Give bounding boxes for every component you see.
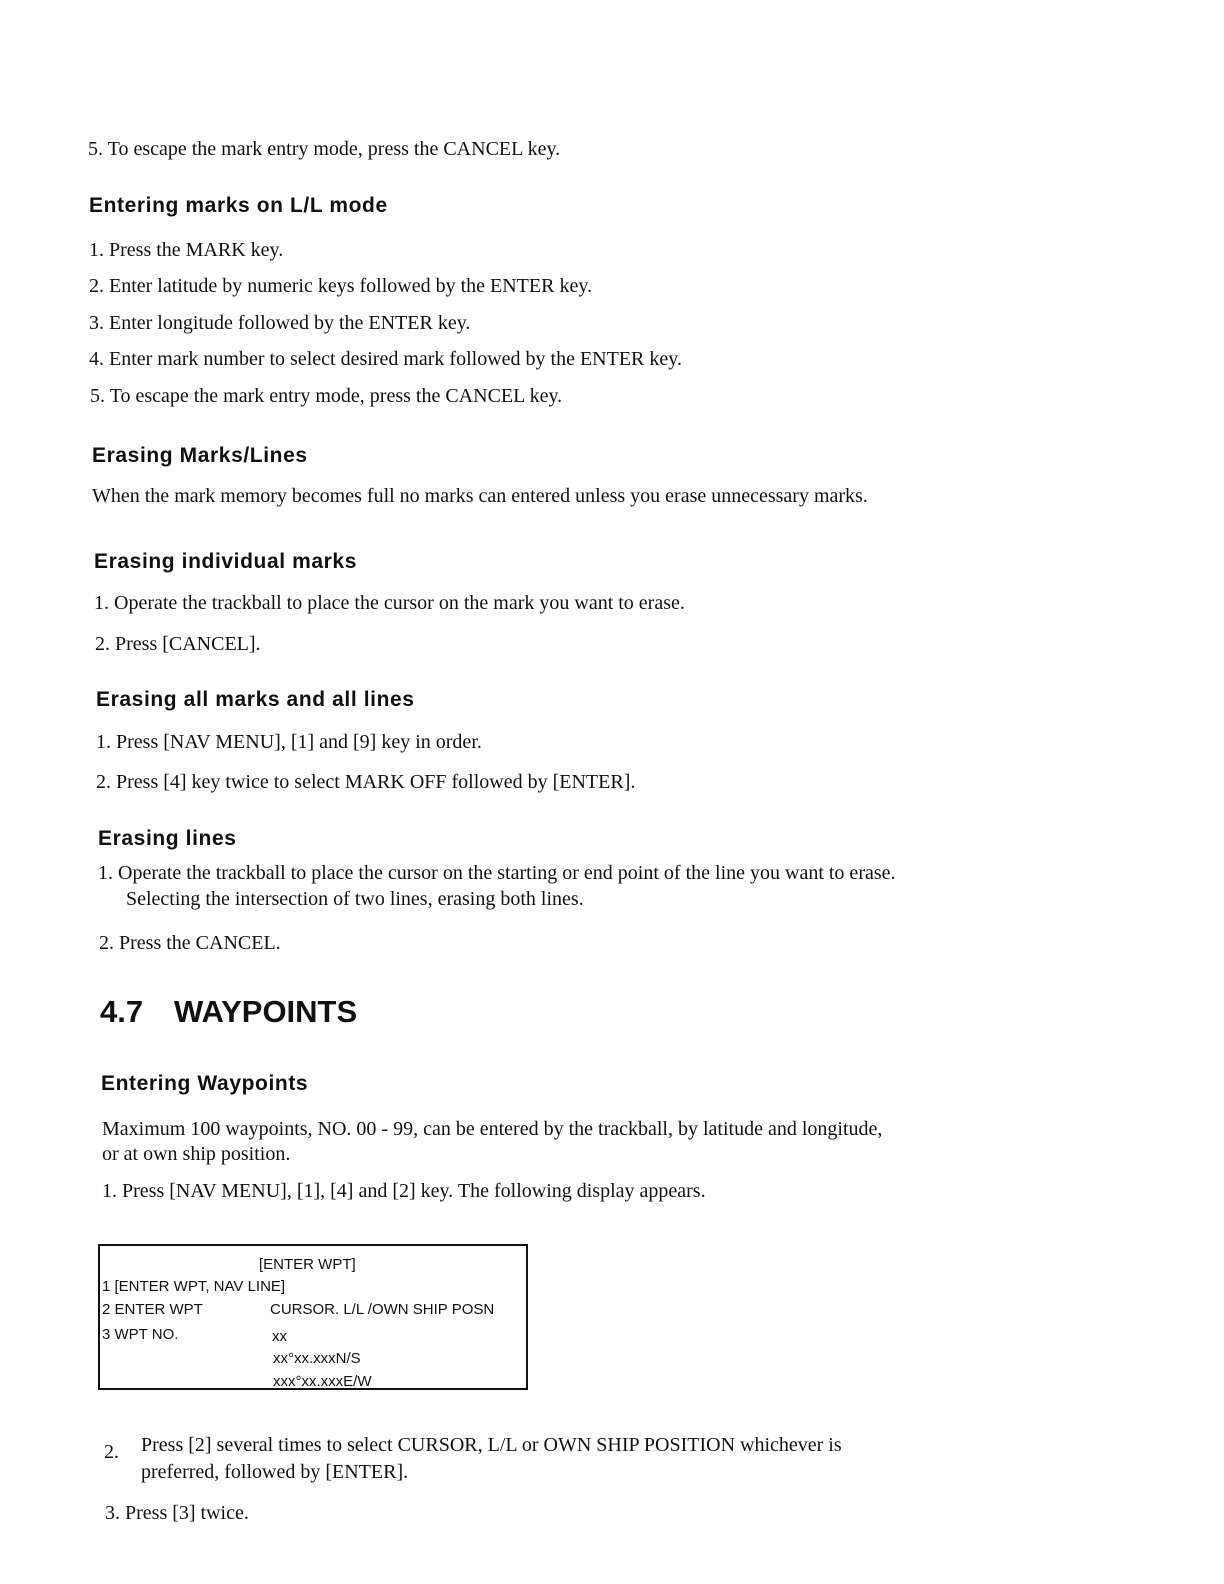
all-step-1: 1. Press [NAV MENU], [1] and [9] key in order. [96, 731, 482, 753]
ll-step-5: 5. To escape the mark entry mode, press the CANCEL key. [90, 385, 563, 407]
display-title: [ENTER WPT] [259, 1256, 356, 1273]
heading-erasing-lines: Erasing lines [98, 827, 237, 850]
display-longitude: xxx°xx.xxxE/W [273, 1373, 372, 1390]
heading-erasing-all-marks-lines: Erasing all marks and all lines [96, 688, 415, 711]
ll-step-4: 4. Enter mark number to select desired mark followed by the ENTER key. [89, 348, 682, 370]
display-row3-value: xx [272, 1328, 287, 1345]
heading-erasing-individual-marks: Erasing individual marks [94, 550, 357, 573]
display-row3-label: 3 WPT NO. [102, 1326, 179, 1343]
all-step-2: 2. Press [4] key twice to select MARK OFF followed by [ENTER]. [96, 771, 636, 793]
heading-erasing-marks-lines: Erasing Marks/Lines [92, 444, 308, 467]
display-line-1: 1 [ENTER WPT, NAV LINE] [102, 1278, 286, 1295]
display-row2-label: 2 ENTER WPT [102, 1301, 203, 1318]
erasing-intro-text: When the mark memory becomes full no marks can entered unless you erase unnecessary marks. [92, 485, 868, 507]
lines-step-2: 2. Press the CANCEL. [99, 932, 281, 954]
waypoints-para-line-2: or at own ship position. [102, 1143, 291, 1165]
ll-step-1: 1. Press the MARK key. [89, 239, 284, 261]
waypoints-step-2-number: 2. [104, 1441, 119, 1463]
lines-step-1-cont: Selecting the intersection of two lines, erasing both lines. [126, 888, 584, 910]
waypoints-para-line-1: Maximum 100 waypoints, NO. 00 - 99, can be entered by the trackball, by latitude and longitude, [102, 1118, 883, 1140]
enter-wpt-display-box [98, 1244, 528, 1390]
waypoints-step-2-cont: preferred, followed by [ENTER]. [141, 1461, 409, 1483]
individual-step-1: 1. Operate the trackball to place the cursor on the mark you want to erase. [94, 592, 685, 614]
individual-step-2: 2. Press [CANCEL]. [95, 633, 261, 655]
display-latitude: xx°xx.xxxN/S [273, 1350, 361, 1367]
section-title [100, 994, 357, 1030]
prev-step-5: 5. To escape the mark entry mode, press the CANCEL key. [88, 138, 561, 160]
waypoints-step-2: Press [2] several times to select CURSOR, L/L or OWN SHIP POSITION whichever is [141, 1434, 842, 1456]
heading-entering-waypoints: Entering Waypoints [101, 1072, 309, 1095]
section-title-text: WAYPOINTS [174, 994, 358, 1029]
waypoints-step-3: 3. Press [3] twice. [105, 1502, 249, 1524]
ll-step-3: 3. Enter longitude followed by the ENTER key. [89, 312, 471, 334]
heading-entering-marks-ll: Entering marks on L/L mode [89, 194, 388, 217]
display-row2-value: CURSOR. L/L /OWN SHIP POSN [270, 1301, 495, 1318]
section-number: 4.7 [100, 994, 144, 1029]
waypoints-step-1: 1. Press [NAV MENU], [1], [4] and [2] key. The following display appears. [102, 1180, 706, 1202]
ll-step-2: 2. Enter latitude by numeric keys followed by the ENTER key. [89, 275, 593, 297]
lines-step-1: 1. Operate the trackball to place the cursor on the starting or end point of the line you want to erase. [98, 862, 896, 884]
